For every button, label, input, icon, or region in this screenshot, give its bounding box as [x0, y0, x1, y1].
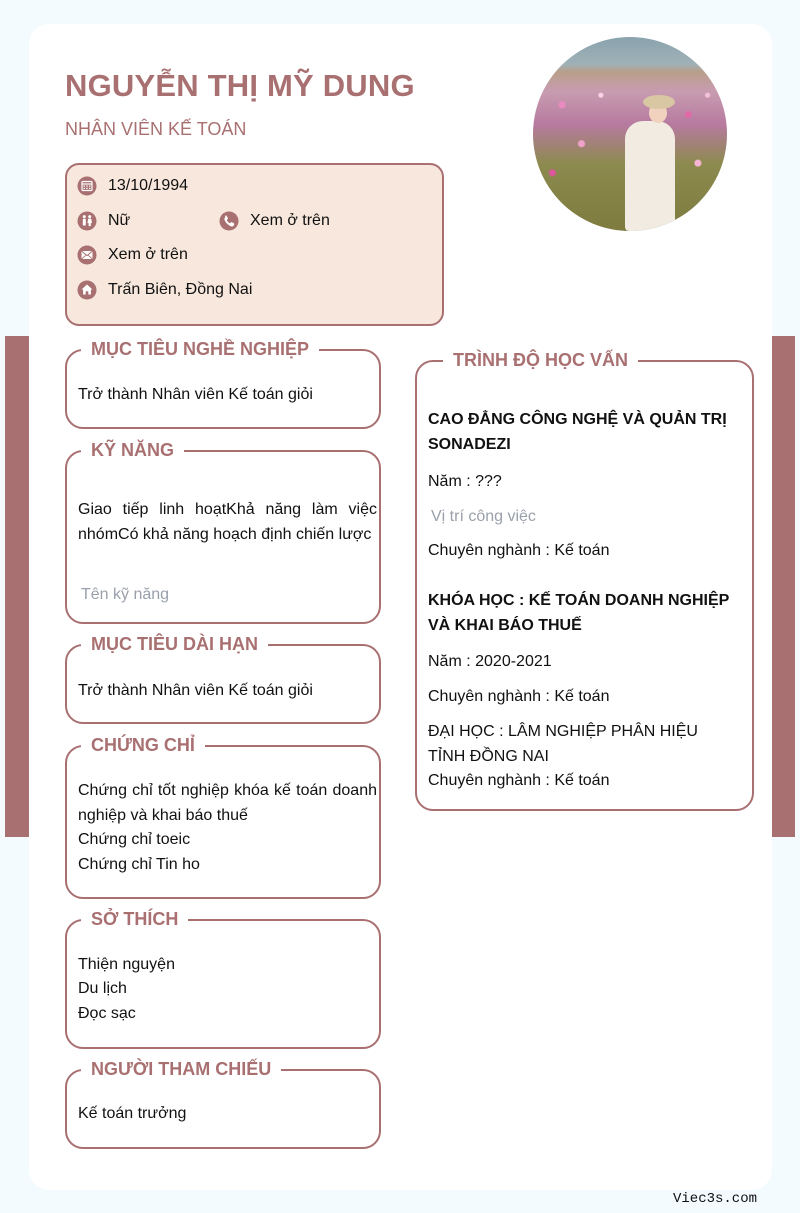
reference-text[interactable]: Kế toán trưởng — [78, 1105, 187, 1122]
section-career-goal — [65, 339, 381, 429]
gender-icon — [77, 211, 97, 231]
gender-row[interactable] — [77, 211, 130, 231]
section-hobbies — [65, 909, 381, 1049]
birthday-value: 13/10/1994 — [108, 177, 189, 194]
contact-info-box — [65, 163, 444, 326]
address-row[interactable] — [77, 280, 252, 300]
home-icon — [77, 280, 97, 300]
education-school[interactable]: KHÓA HỌC : KẾ TOÁN DOANH NGHIỆP VÀ KHAI BÁO THUẾ — [428, 592, 730, 634]
position-placeholder[interactable]: Vị trí công việc — [431, 508, 536, 525]
watermark: Viec3s.com — [673, 1191, 758, 1207]
section-title: TRÌNH ĐỘ HỌC VẤN — [443, 348, 638, 372]
education-extra-major[interactable]: Chuyên nghành : Kế toán — [428, 772, 610, 789]
email-value: Xem ở trên — [108, 246, 188, 263]
calendar-icon — [77, 176, 97, 196]
section-education — [415, 350, 754, 811]
decorative-side-bar-left — [5, 336, 29, 837]
skill-name-placeholder[interactable]: Tên kỹ năng — [81, 586, 170, 603]
gender-value: Nữ — [108, 212, 131, 229]
long-term-goal-text[interactable]: Trở thành Nhân viên Kế toán giỏi — [78, 682, 313, 699]
education-year[interactable]: Năm : 2020-2021 — [428, 653, 552, 670]
education-extra[interactable]: ĐẠI HỌC : LÂM NGHIỆP PHÂN HIỆU TỈNH ĐỒNG NAI — [428, 723, 698, 765]
education-school[interactable]: CAO ĐẲNG CÔNG NGHỆ VÀ QUẢN TRỊ SONADEZI — [428, 411, 727, 453]
education-major[interactable]: Chuyên nghành : Kế toán — [428, 688, 610, 705]
candidate-name[interactable]: NGUYỄN THỊ MỸ DUNG — [65, 68, 415, 103]
cv-page — [29, 24, 772, 1190]
career-goal-text[interactable]: Trở thành Nhân viên Kế toán giỏi — [78, 386, 313, 403]
hobby-item[interactable]: Đọc sạc — [78, 1005, 136, 1022]
job-title[interactable]: NHÂN VIÊN KẾ TOÁN — [65, 119, 247, 139]
section-title: MỤC TIÊU DÀI HẠN — [81, 632, 268, 656]
section-skills — [65, 440, 381, 624]
certificate-item[interactable]: Chứng chỉ tốt nghiệp khóa kế toán doanh nghiệp và khai báo thuế — [78, 782, 377, 824]
phone-icon — [219, 211, 239, 231]
section-title: SỞ THÍCH — [81, 907, 188, 931]
certificate-item[interactable]: Chứng chỉ Tin ho — [78, 856, 200, 873]
section-title: CHỨNG CHỈ — [81, 733, 205, 757]
education-major[interactable]: Chuyên nghành : Kế toán — [428, 542, 610, 559]
decorative-side-bar-right — [772, 336, 795, 837]
envelope-icon — [77, 245, 97, 265]
education-year[interactable]: Năm : ??? — [428, 473, 502, 490]
certificate-item[interactable]: Chứng chỉ toeic — [78, 831, 191, 848]
hobby-item[interactable]: Du lịch — [78, 980, 127, 997]
section-title: NGƯỜI THAM CHIẾU — [81, 1057, 281, 1081]
birthday-row[interactable] — [77, 176, 188, 196]
section-title: MỤC TIÊU NGHỀ NGHIỆP — [81, 337, 319, 361]
phone-value: Xem ở trên — [250, 212, 330, 229]
address-value: Trấn Biên, Đồng Nai — [108, 281, 253, 298]
section-references — [65, 1059, 381, 1149]
section-long-term-goal — [65, 634, 381, 724]
skills-text[interactable]: Giao tiếp linh hoạtKhả năng làm việc nhómCó khả năng hoạch định chiến lược — [78, 501, 377, 543]
section-title: KỸ NĂNG — [81, 438, 184, 462]
section-certificates — [65, 735, 381, 899]
phone-row[interactable] — [219, 211, 330, 231]
avatar[interactable] — [533, 37, 727, 231]
email-row[interactable] — [77, 245, 188, 265]
hobby-item[interactable]: Thiện nguyện — [78, 956, 175, 973]
